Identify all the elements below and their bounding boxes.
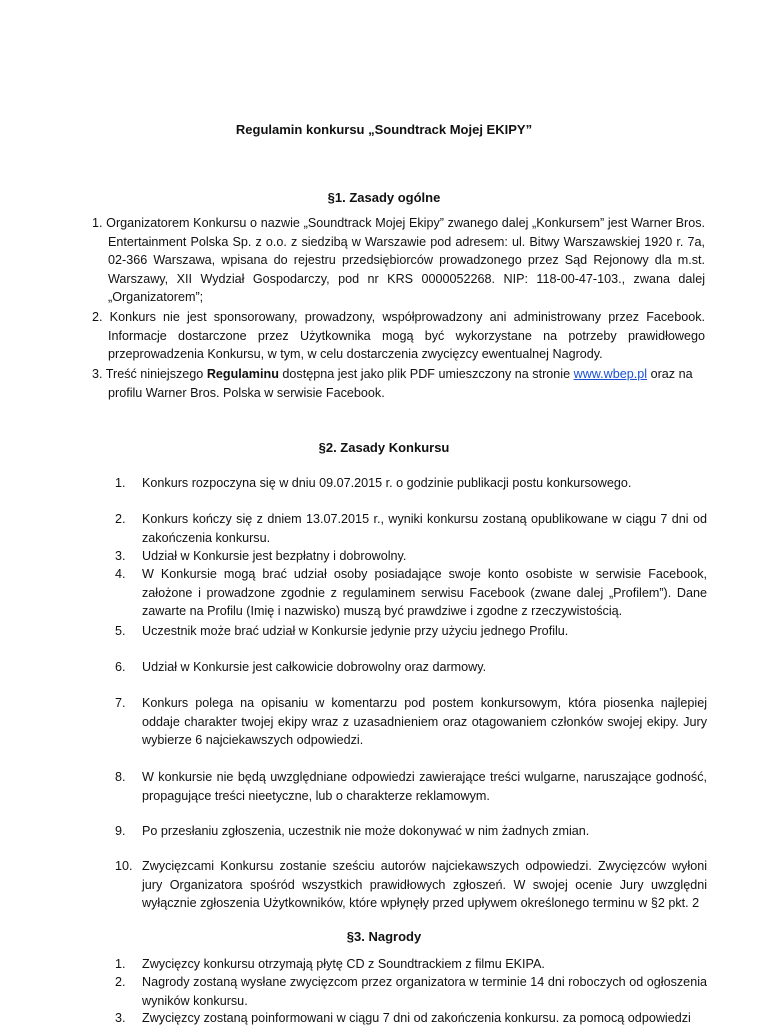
list-item: 4. W Konkursie mogą brać udział osoby posiadające swoje konto osobiste w serwisie Facebook, założone i prowadzone zgodnie z regulaminem serwisu Facebook (zwane dalej „Profilem”). Dane zawarte na Profilu (Imię i nazwisko) muszą być prawdziwe i zgodne z rzeczywistością. [115, 567, 707, 619]
list-item: 3. Zwycięzcy zostaną poinformowani w ciągu 7 dni od zakończenia konkursu. za pomocą odpowiedzi [115, 1011, 691, 1025]
list-item: 3. Udział w Konkursie jest bezpłatny i dobrowolny. [115, 549, 407, 563]
wbep-link[interactable]: www.wbep.pl [573, 367, 648, 381]
section-2-heading: §2. Zasady Konkursu [318, 440, 450, 455]
section-3-heading: §3. Nagrody [346, 929, 422, 944]
list-item: 5. Uczestnik może brać udział w Konkursie jedynie przy użyciu jednego Profilu. [115, 624, 569, 638]
list-item: 7. Konkurs polega na opisaniu w komentarzu pod postem konkursowym, która piosenka najlepiej oddaje charakter twojej ekipy wraz z uzasadnieniem oraz otagowaniem członków swojej ekipy. Jury wybierze 6 najciekawszych odpowiedzi. [115, 696, 707, 748]
list-item: 1. Zwycięzcy konkursu otrzymają płytę CD z Soundtrackiem z filmu EKIPA. [115, 957, 545, 971]
list-item: 10. Zwycięzcami Konkursu zostanie sześciu autorów najciekawszych odpowiedzi. Zwycięzców wyłoni jury Organizatora spośród wszystkich prawidłowych zgłoszeń. W swojej ocenie Jury uwzględni wyłącznie zgłoszenia Użytkowników, które wpłynęły przed upływem określonego terminu w §2 pkt. 2 [115, 859, 707, 911]
document-title: Regulamin konkursu „Soundtrack Mojej EKIPY” [235, 122, 533, 137]
list-item: 2. Nagrody zostaną wysłane zwycięzcom przez organizatora w terminie 14 dni roboczych od ogłoszenia wyników konkursu. [115, 975, 707, 1008]
section-1-paragraph-3: 3. Treść niniejszego Regulaminu dostępna jest jako plik PDF umieszczony na stronie www.wbep.pl oraz na profilu Warner Bros. Polska w serwisie Facebook. [92, 367, 693, 400]
list-item: 1. Konkurs rozpoczyna się w dniu 09.07.2015 r. o godzinie publikacji postu konkursowego. [115, 476, 632, 490]
list-item: 9. Po przesłaniu zgłoszenia, uczestnik nie może dokonywać w nim żadnych zmian. [115, 824, 590, 838]
section-1-paragraph-2: 2. Konkurs nie jest sponsorowany, prowadzony, współprowadzony ani administrowany przez Facebook. Informacje dostarczone przez Użytkownika mogą być wykorzystane na potrzeby prawidłowego przeprowadzenia Konkursu, w tym, w celu dostarczenia zwycięzcy ewentualnej Nagrody. [92, 310, 705, 362]
list-item: 8. W konkursie nie będą uwzględniane odpowiedzi zawierające treści wulgarne, naruszające godność, propagujące treści nieetyczne, lub o charakterze reklamowym. [115, 770, 707, 803]
regulamin-bold: Regulaminu [206, 367, 279, 381]
list-item: 2. Konkurs kończy się z dniem 13.07.2015 r., wyniki konkursu zostaną opublikowane w ciągu 7 dni od zakończenia konkursu. [115, 512, 707, 545]
list-item: 6. Udział w Konkursie jest całkowicie dobrowolny oraz darmowy. [115, 660, 487, 674]
section-1-paragraph-1: 1. Organizatorem Konkursu o nazwie „Soundtrack Mojej Ekipy” zwanego dalej „Konkursem” jest Warner Bros. Entertainment Polska Sp. z o.o. z siedzibą w Warszawie pod adresem: ul. Bitwy Warszawskiej 1920 r. 7a, 02-366 Warszawa, wpisana do rejestru przedsiębiorców prowadzonego przez Sąd Rejonowy dla m.st. Warszawy, XII Wydział Gospodarczy, pod nr KRS 0000052268. NIP: 118-00-47-103., zwana dalej „Organizatorem”; [92, 216, 705, 305]
section-1-heading: §1. Zasady ogólne [327, 190, 441, 205]
